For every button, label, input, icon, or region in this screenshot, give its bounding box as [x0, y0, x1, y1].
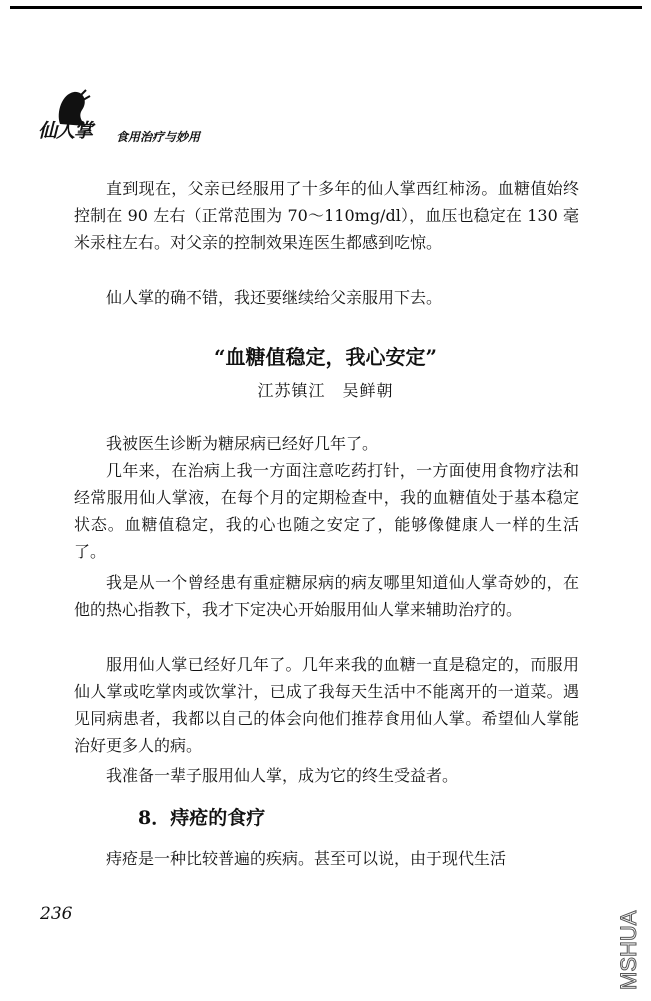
watermark	[612, 882, 644, 992]
paragraph: 直到现在，父亲已经服用了十多年的仙人掌西红柿汤。血糖值始终控制在 90 左右（正常范围为 70～110mg/dl），血压也稳定在 130 毫米汞柱左右。对父亲的控制效果连医生都感到吃惊。	[74, 179, 579, 252]
paragraph: 服用仙人掌已经好几年了。几年来我的血糖一直是稳定的，而服用仙人掌或吃掌肉或饮掌汁，已成了我每天生活中不能离开的一道菜。遇见同病患者，我都以自己的体会向他们推荐食用仙人掌。希望仙人掌能治好更多人的病。	[74, 655, 579, 755]
section-title: 8．痔疮的食疗	[138, 807, 266, 829]
paragraph: 仙人掌的确不错，我还要继续给父亲服用下去。	[106, 288, 443, 307]
article-byline: 江苏镇江 吴鲜朝	[257, 381, 394, 400]
article-title: “血糖值稳定，我心安定”	[213, 345, 437, 369]
book-title-main: 仙人掌	[38, 120, 93, 142]
paragraph: 我被医生诊断为糖尿病已经好几年了。	[106, 434, 379, 453]
paragraph: 我准备一辈子服用仙人掌，成为它的终生受益者。	[106, 766, 459, 785]
book-title-sub: 食用治疗与妙用	[116, 130, 201, 144]
watermark-text: MSHUA	[616, 910, 641, 990]
paragraph: 痔疮是一种比较普遍的疾病。甚至可以说，由于现代生活	[106, 849, 507, 868]
paragraph: 我是从一个曾经患有重症糖尿病的病友哪里知道仙人掌奇妙的，在他的热心指教下，我才下定决心开始服用仙人掌来辅助治疗的。	[74, 573, 579, 619]
top-rule	[10, 6, 642, 9]
running-header	[18, 88, 258, 148]
paragraph: 几年来，在治病上我一方面注意吃药打针，一方面使用食物疗法和经常服用仙人掌液，在每个月的定期检查中，我的血糖值处于基本稳定状态。血糖值稳定，我的心也随之安定了，能够像健康人一样的生活了。	[74, 461, 579, 561]
page-number: 236	[40, 904, 73, 924]
